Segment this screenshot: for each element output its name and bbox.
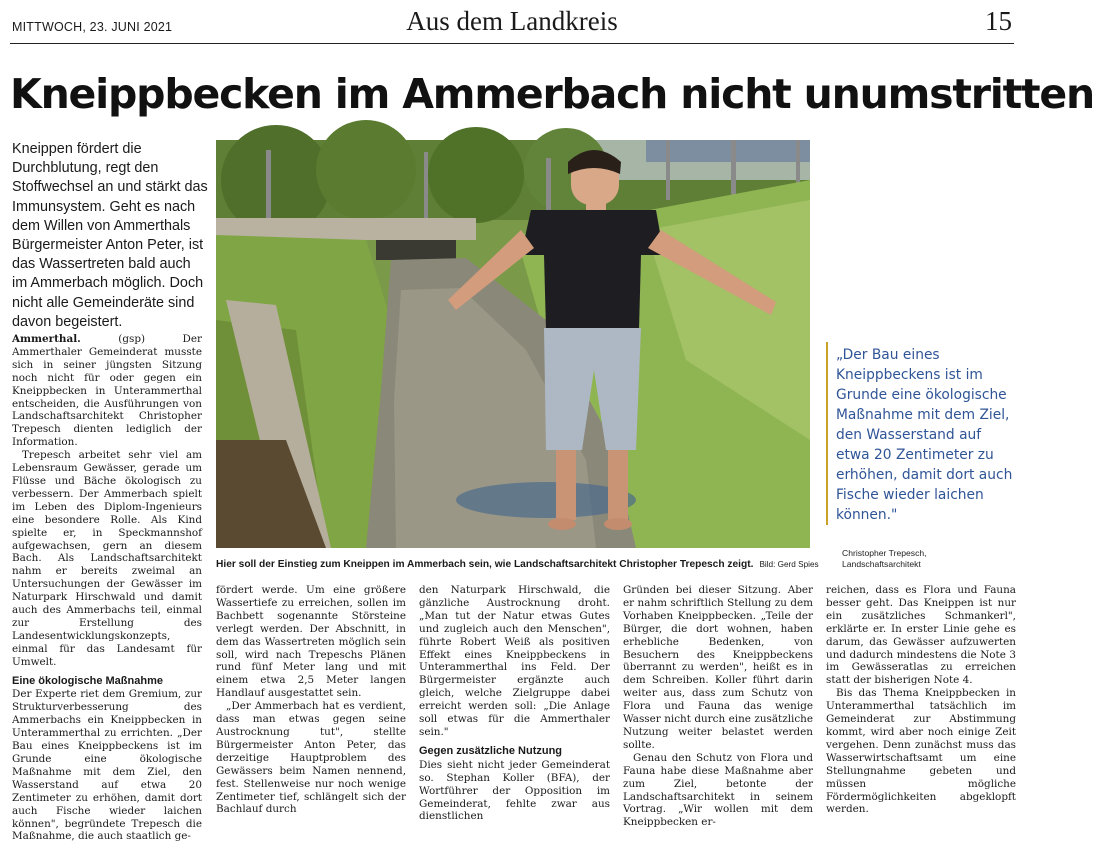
paragraph: Der Experte riet dem Gremium, zur Strukturverbesserung des Ammerbachs ein Kneippbecken in Unterammerthal zu errichten. „Der Bau eines Kneippbeckens ist im Grunde eine ökologische Maßnahme mit dem Ziel, den Wasserstand auf etwa 20 Zentimeter zu erhöhen, damit dort auch Fische wieder laichen können", begründete Trepesch die Maßnahme, die auch staatlich ge- [12,688,202,843]
section-title: Aus dem Landkreis [406,6,618,36]
pull-quote-author-name: Christopher Trepesch, [842,548,927,558]
article-column-3 [419,584,610,823]
paragraph [12,333,202,449]
paragraph: Dies sieht nicht jeder Gemeinderat so. Stephan Koller (BFA), der Wortführer der Opposition im Gemeinderat, fehlte zwar aus dienstlichen [419,758,610,823]
paragraph: „Der Ammerbach hat es verdient, dass man etwas gegen seine Austrocknung tut", stellte Bürgermeister Anton Peter, das derzeitige Hauptproblem des Gewässers beim Namen nennend, fest. Stellenweise nur noch wenige Zentimeter tief, schlängelt sich der Bachlauf durch [216,700,406,816]
issue-date: MITTWOCH, 23. JUNI 2021 [12,20,173,34]
article-column-1 [12,333,202,843]
photo-illustration [216,140,810,548]
subheading: Gegen zusätzliche Nutzung [419,744,563,757]
paragraph: fördert werde. Um eine größere Wassertiefe zu erreichen, sollen im Bachbett sogenannte Störsteine verlegt werden. Der Abschnitt, in dem das Wassertreten möglich sein soll, wird nach Trepeschs Plänen rund fünf Meter lang und mit einem etwa 2,5 Meter langen Handlauf ausgestattet sein. [216,584,406,700]
article-headline: Kneippbecken im Ammerbach nicht unumstritten [10,70,1094,118]
dateline: Ammerthal. [12,333,81,345]
pull-quote: „Der Bau eines Kneippbeckens ist im Grunde eine ökologische Maßnahme mit dem Ziel, den Wasserstand auf etwa 20 Zentimeter zu erhöhen, damit dort auch Fische wieder laichen können." [836,347,1013,523]
paragraph: Genau den Schutz von Flora und Fauna habe diese Maßnahme aber zum Ziel, betonte der Landschaftsarchitekt in seinem Vortrag. „Wir wollen mit dem Kneippbecken er- [623,751,813,829]
article-column-5 [826,584,1016,816]
pull-quote-author-role: Landschaftsarchitekt [842,559,921,569]
pull-quote-bar [826,342,828,525]
paragraph-text: (gsp) Der Ammerthaler Gemeinderat musste sich in seiner jüngsten Sitzung noch nicht für oder gegen ein Kneippbecken in Unterammerthal entscheiden, die Ausführungen von Landschaftsarchitekt Christopher Trepesch dienten lediglich der Information. [12,333,202,449]
article-teaser: Kneippen fördert die Durchblutung, regt den Stoffwechsel an und stärkt das Immunsystem. Geht es nach dem Willen von Ammerthals Bürgermeister Anton Peter, ist das Wassertreten bald auch im Ammerbach möglich. Doch nicht alle Gemeinderäte sind davon begeistert. [12,141,208,330]
paragraph: Trepesch arbeitet sehr viel am Lebensraum Gewässer, gerade um Flüsse und Bäche ökologisch zu verbessern. Der Ammerbach spielt im Leben des Diplom-Ingenieurs eine besondere Rolle. Als Kind spielte er, in Speckmannshof aufgewachsen, gern an diesem Bach. Als Landschaftsarchitekt nahm er bereits zweimal an Untersuchungen der Gewässer im Naturpark Hirschwald und damit auch des Ammerbachs teil, einmal zur Erstellung des Landesentwicklungskonzepts, einmal für das Landesamt für Umwelt. [12,449,202,668]
paragraph: Gründen bei dieser Sitzung. Aber er nahm schriftlich Stellung zu dem Vorhaben Kneippbecken. „Teile der Bürger, die dort wohnen, haben erhebliche Bedenken, von Besuchern des Kneippbeckens überrannt zu werden", heißt es in dem Schreiben. Koller führt darin weiter aus, dass zum Schutz von Flora und Fauna das wenige Wasser nicht durch eine zusätzliche Nutzung weiter belastet werden sollte. [623,584,813,751]
photo-caption-text: Hier soll der Einstieg zum Kneippen im Ammerbach sein, wie Landschaftsarchitekt Christopher Trepesch zeigt. [216,559,754,570]
paragraph: Bis das Thema Kneippbecken in Unterammerthal tatsächlich im Gemeinderat zur Abstimmung kommt, wird aber noch einige Zeit vergehen. Denn zunächst muss das Wasserwirtschaftsamt um eine Stellungnahme gebeten und müssen mögliche Fördermöglichkeiten abgeklopft werden. [826,687,1016,816]
photo-credit: Bild: Gerd Spies [759,560,819,569]
paragraph: den Naturpark Hirschwald, die gänzliche Austrocknung droht. „Man tut der Natur etwas Gutes und zugleich auch den Menschen", führte Robert Weiß als positiven Effekt eines Kneippbeckens in Unterammerthal ins Feld. Der Bürgermeister ergänzte auch gleich, welche Zielgruppe dabei erreicht werden soll: „Die Anlage soll etwas für die Ammerthaler sein." [419,584,610,738]
pull-quote-author [842,548,1012,570]
subheading: Eine ökologische Maßnahme [12,674,163,687]
photo-caption [216,559,819,570]
article-column-2 [216,584,406,816]
article-column-4 [623,584,813,829]
article-photo [216,140,810,548]
page-number: 15 [985,6,1012,36]
paragraph: reichen, dass es Flora und Fauna besser geht. Das Kneippen ist nur ein zusätzliches Schmankerl", erklärte er. In erster Linie gehe es darum, das Gewässer aufzuwerten und dadurch mindestens die Note 3 im Gewässeratlas zu erreichen statt der bisherigen Note 4. [826,584,1016,687]
header-rule [10,43,1014,44]
